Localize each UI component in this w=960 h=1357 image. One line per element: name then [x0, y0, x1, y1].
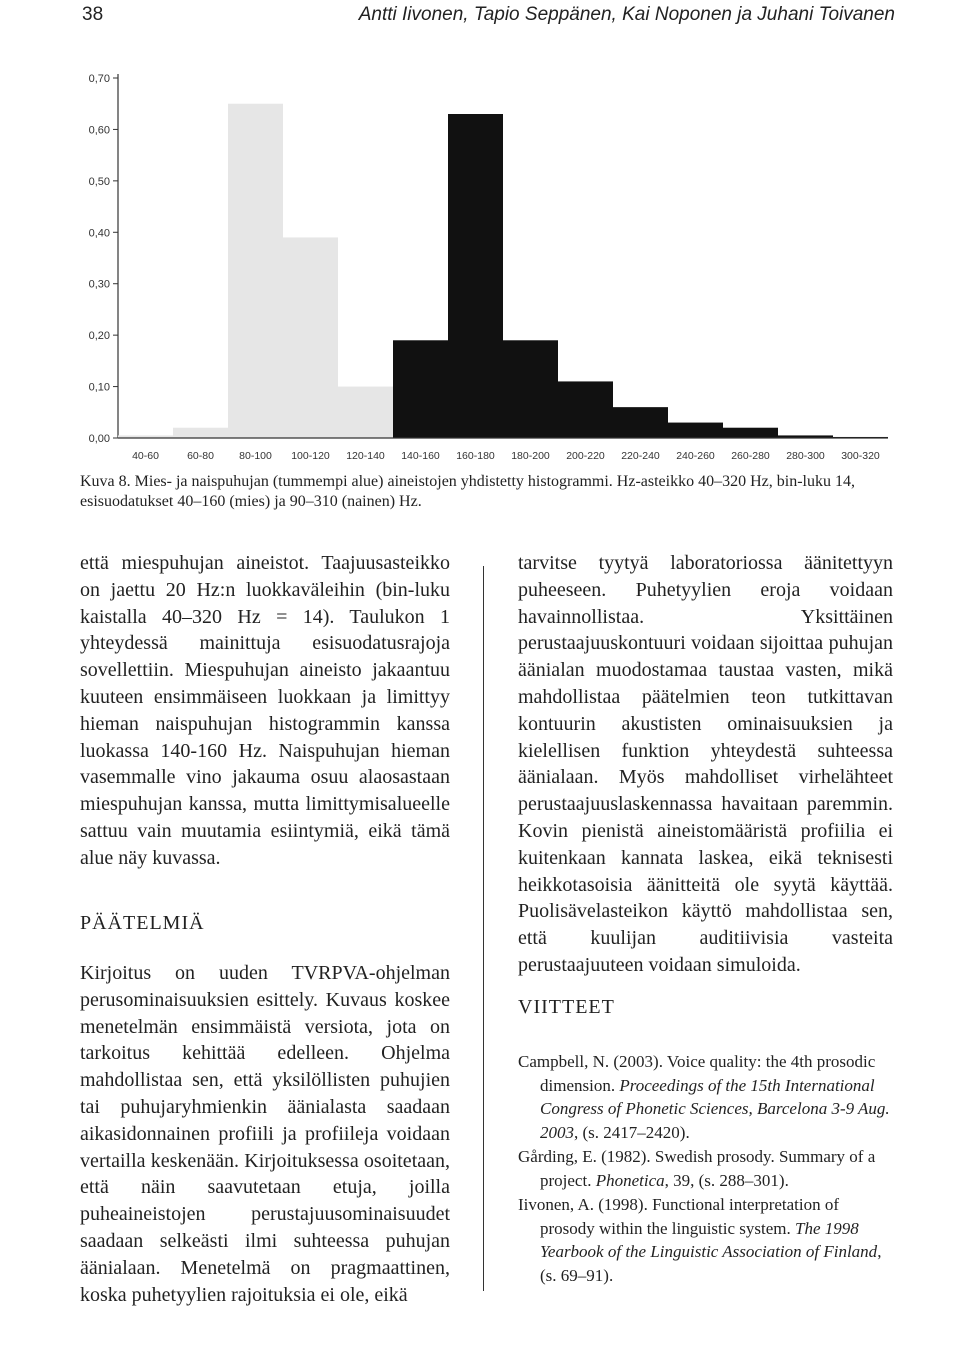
- running-head: Antti Iivonen, Tapio Seppänen, Kai Noponen ja Juhani Toivanen: [358, 4, 895, 25]
- reference-item: Iivonen, A. (1998). Functional interpretation of prosody within the linguistic system. The 1998 Yearbook of the Linguistic Association of Finland, (s. 69–91).: [518, 1195, 882, 1285]
- x-tick-label: 240-260: [676, 450, 715, 462]
- x-tick-label: 300-320: [841, 450, 880, 462]
- bar-male: [173, 428, 228, 438]
- x-tick-label: 120-140: [346, 450, 385, 462]
- y-tick-label: 0,10: [88, 381, 110, 394]
- bar-female: [448, 114, 503, 438]
- bar-female: [723, 428, 778, 438]
- y-tick-label: 0,40: [88, 227, 110, 240]
- x-tick-label: 80-100: [239, 450, 272, 462]
- bar-female: [558, 381, 613, 438]
- section-heading-conclusions: PÄÄTELMIÄ: [80, 912, 205, 934]
- histogram-chart: [60, 60, 900, 470]
- histogram-figure: [60, 60, 900, 475]
- bar-female: [393, 340, 448, 438]
- x-tick-label: 180-200: [511, 450, 550, 462]
- left-column: [80, 550, 450, 872]
- y-tick-label: 0,20: [88, 330, 110, 343]
- reference-list: [518, 1050, 898, 1288]
- y-tick-label: 0,60: [88, 124, 110, 137]
- y-tick-label: 0,50: [88, 175, 110, 188]
- body-paragraph: Kirjoitus on uuden TVRPVA-ohjelman perusominaisuuksien esittely. Kuvaus koskee menetelmän ensimmäistä versiota, jota on tarkoitus kehittää edelleen. Ohjelma mahdollistaa sen, että yksilöllisten puhujien tai puhujaryhmienkin äänialasta saadaan aikasidonnainen profiili ja profiileja voidaan vertailla keskenään. Kirjoituksessa osoitetaan, että näin saavutetaan etuja, joilla puheaineistojen perustajuusominaisuudet saadaan selkeästi ilmi suhteessa puhujan äänialaan. Menetelmä on pragmaattinen, koska puhetyylien rajoituksia ei ole, eikä: [80, 962, 450, 1306]
- page-header: [0, 2, 960, 38]
- x-tick-label: 160-180: [456, 450, 495, 462]
- bar-male: [228, 104, 283, 438]
- x-tick-label: 260-280: [731, 450, 770, 462]
- reference-item: Campbell, N. (2003). Voice quality: the 4th prosodic dimension. Proceedings of the 15th International Congress of Phonetic Sciences, Barcelona 3-9 Aug. 2003, (s. 2417–2420).: [518, 1052, 890, 1142]
- figure-caption: Kuva 8. Mies- ja naispuhujan (tummempi alue) aineistojen yhdistetty histogrammi. Hz-asteikko 40–320 Hz, bin-luku 14, esisuodatukset 40–160 (mies) ja 90–310 (nainen) Hz.: [80, 473, 855, 510]
- x-tick-label: 220-240: [621, 450, 660, 462]
- x-tick-label: 140-160: [401, 450, 440, 462]
- bar-female: [668, 423, 723, 438]
- page-number: 38: [82, 4, 104, 25]
- x-tick-label: 280-300: [786, 450, 825, 462]
- section-heading-references: VIITTEET: [518, 996, 615, 1018]
- x-tick-label: 200-220: [566, 450, 605, 462]
- right-column: [518, 550, 893, 979]
- x-tick-label: 100-120: [291, 450, 330, 462]
- y-tick-label: 0,30: [88, 278, 110, 291]
- bar-male: [283, 237, 338, 438]
- x-tick-label: 60-80: [187, 450, 214, 462]
- y-tick-label: 0,00: [88, 433, 110, 445]
- reference-item: Gårding, E. (1982). Swedish prosody. Summary of a project. Phonetica, 39, (s. 288–301).: [518, 1147, 876, 1190]
- y-tick-label: 0,70: [88, 73, 110, 85]
- bar-male: [338, 387, 393, 438]
- body-paragraph: että miespuhujan aineistot. Taajuusasteikko on jaettu 20 Hz:n luokkaväleihin (bin-luku kaistalla 40–320 Hz = 14). Taulukon 1 yhteydessä mainittuja esisuodatusrajoja sovellettiin. Miespuhujan aineisto jakaantuu kuuteen ensimmäiseen luokkaan ja limittyy hieman naispuhujan histogrammin kanssa luokassa 140-160 Hz. Naispuhujan hieman vasemmalle vino jakauma osuu alaosastaan miespuhujan kanssa, mutta limittymisalueelle sattuu vain muutamia esiintymiä, eikä tämä alue näy kuvassa.: [80, 552, 450, 869]
- x-tick-label: 40-60: [132, 450, 159, 462]
- body-paragraph: tarvitse tyytyä laboratoriossa äänitettyyn puheeseen. Puhetyylien eroja voidaan havainnollistaa. Yksittäinen perustaajuuskontuuri voidaan sijoittaa puhujan äänialan muodostamaa taustaa vasten, mikä mahdollistaa päätelmien teon tutkittavan kontuurin akustisten ominaisuuksien ja kielellisen funktion yhteydestä suhteessa äänialaan. Myös mahdolliset virhelähteet perustaajuuslaskennassa havaitaan paremmin. Kovin pienistä aineistomääristä profiilia ei kuitenkaan kannata laskea, eikä teknisesti heikkotasoisia äänitteitä ole syytä käyttää. Puolisävelasteikon käyttö mahdollistaa sen, että kuulijan auditiivisia vasteita perustaajuuteen voidaan simuloida.: [518, 552, 893, 976]
- bar-female: [613, 407, 668, 438]
- column-divider: [483, 566, 484, 1291]
- bar-female: [503, 340, 558, 438]
